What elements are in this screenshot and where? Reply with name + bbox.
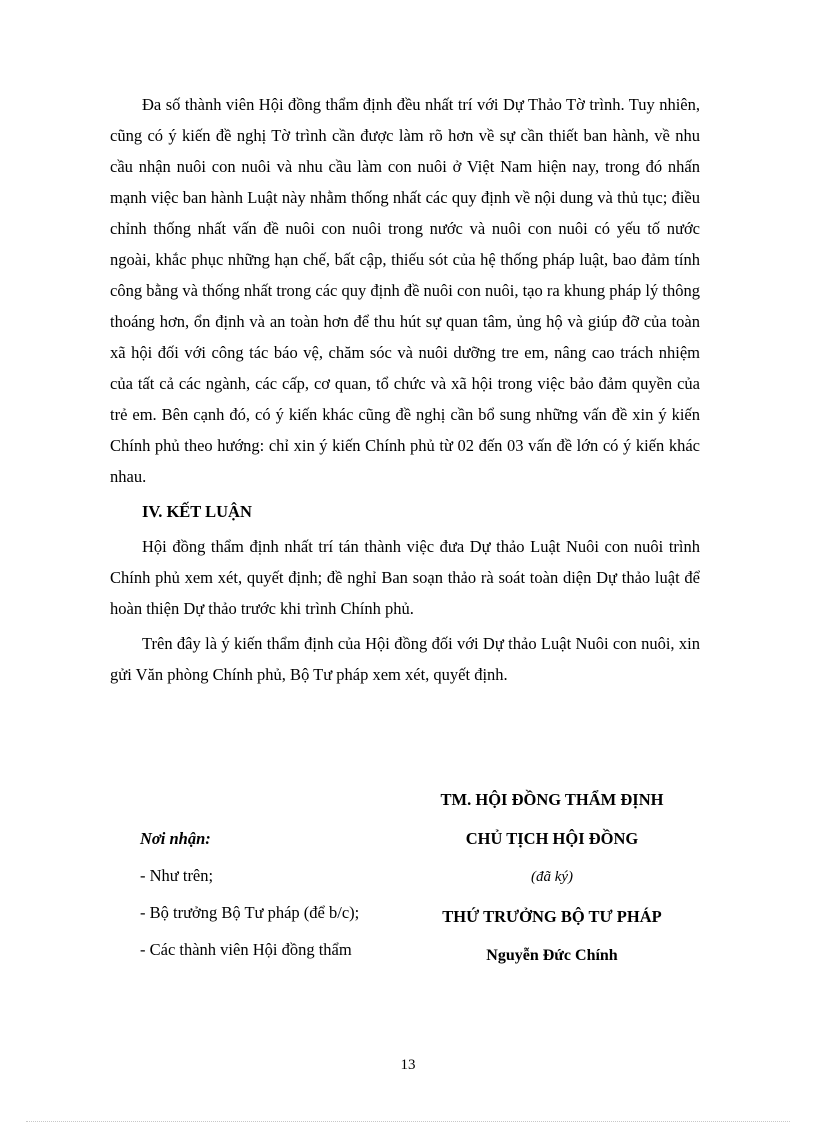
page-bottom-divider — [26, 1121, 790, 1122]
recipients-block — [110, 820, 382, 968]
section-heading-conclusion: IV. KẾT LUẬN — [142, 502, 252, 521]
paragraph-review-opinions: Đa số thành viên Hội đồng thẩm định đều nhất trí với Dự Thảo Tờ trình. Tuy nhiên, cũng có ý kiến đề nghị Tờ trình cần được làm rõ hơn về sự cần thiết ban hành, về nhu cầu nhận nuôi con nuôi và nhu cầu làm con nuôi ở Việt Nam hiện nay, trong đó nhấn mạnh việc ban hành Luật này nhằm thống nhất các quy định về nội dung và thủ tục; điều chỉnh thống nhất vấn đề nuôi con nuôi trong nước và nuôi con nuôi có yếu tố nước ngoài, khắc phục những hạn chế, bất cập, thiếu sót của hệ thống pháp luật, bao đảm tính công bằng và thống nhất trong các quy định đề nuôi con nuôi, tạo ra khung pháp lý thông thoáng hơn, ổn định và an toàn hơn để thu hút sự quan tâm, ủng hộ và giúp đỡ của toàn xã hội đối với công tác báo vệ, chăm sóc và nuôi dưỡng tre em, nâng cao trách nhiệm của tất cả các ngành, các cấp, cơ quan, tổ chức và xã hội trong việc bảo đảm quyền của trẻ em. Bên cạnh đó, có ý kiến khác cũng đề nghị cần bổ sung những vấn đề xin ý kiến Chính phủ theo hướng: chỉ xin ý kiến Chính phủ từ 02 đến 03 vấn đề lớn có ý kiến khác nhau. — [110, 95, 700, 486]
paragraph-conclusion: Hội đồng thẩm định nhất trí tán thành việc đưa Dự thảo Luật Nuôi con nuôi trình Chính phủ xem xét, quyết định; đề nghỉ Ban soạn thảo rà soát toàn diện Dự thảo luật để hoàn thiện Dự thảo trước khi trình Chính phủ. — [110, 537, 700, 618]
document-body — [110, 89, 700, 690]
page-number: 13 — [400, 1057, 416, 1073]
signature-title: THỨ TRƯỞNG BỘ TƯ PHÁP — [442, 907, 662, 926]
recipient-item: - Bộ trưởng Bộ Tư pháp (để b/c); — [140, 903, 360, 922]
signature-signed-note: (đã ký) — [530, 869, 574, 885]
paragraph-closing: Trên đây là ý kiến thẩm định của Hội đồng đối với Dự thảo Luật Nuôi con nuôi, xin gửi Văn phòng Chính phủ, Bộ Tư pháp xem xét, quyết định. — [110, 634, 700, 684]
recipient-item: - Các thành viên Hội đồng thẩm — [140, 940, 352, 959]
signatory-name: Nguyễn Đức Chính — [486, 947, 618, 964]
signature-org: TM. HỘI ĐỒNG THẨM ĐỊNH — [440, 790, 664, 809]
signature-role: CHỦ TỊCH HỘI ĐỒNG — [465, 829, 639, 848]
recipient-item: - Như trên; — [140, 866, 214, 885]
signature-block — [410, 780, 694, 975]
recipients-label: Nơi nhận: — [140, 829, 211, 848]
